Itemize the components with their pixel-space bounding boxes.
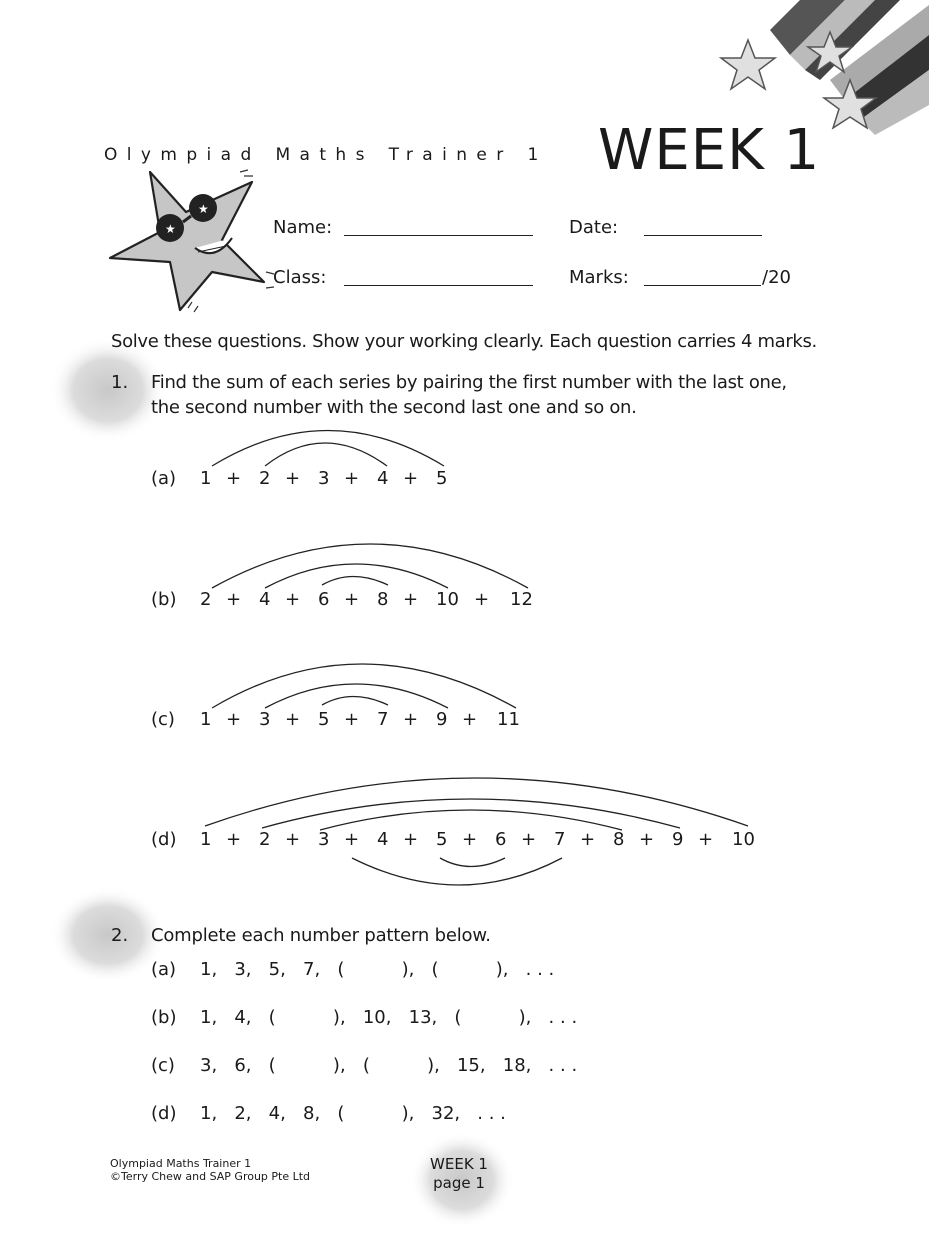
term: 8 — [377, 589, 389, 610]
pairing-arcs — [205, 431, 748, 886]
term: + — [462, 829, 478, 850]
part-label: (b) — [151, 589, 177, 610]
class-field[interactable] — [344, 285, 533, 286]
part-label: (d) — [151, 829, 177, 850]
term: + — [285, 468, 301, 489]
number-pattern: 1, 2, 4, 8, ( ), 32, . . . — [200, 1103, 506, 1124]
part-label: (c) — [151, 709, 175, 730]
term: 10 — [436, 589, 459, 610]
date-field[interactable] — [644, 235, 762, 236]
name-field[interactable] — [344, 235, 533, 236]
number-pattern: 1, 3, 5, 7, ( ), ( ), . . . — [200, 959, 555, 980]
number-pattern: 1, 4, ( ), 10, 13, ( ), . . . — [200, 1007, 578, 1028]
page-indicator — [420, 1155, 498, 1193]
part-label: (a) — [151, 468, 177, 489]
q1-text-line1: Find the sum of each series by pairing the first number with the last one, — [151, 372, 787, 393]
term: 3 — [318, 468, 330, 489]
page-week: WEEK 1 — [430, 1155, 488, 1173]
term: 2 — [259, 829, 271, 850]
svg-text:★: ★ — [198, 202, 209, 216]
q1-text-line2: the second number with the second last one and so on. — [151, 397, 637, 418]
date-label: Date: — [569, 217, 619, 238]
marks-total: /20 — [762, 267, 791, 288]
marks-label: Marks: — [569, 267, 629, 288]
part-label: (d) — [151, 1103, 177, 1124]
term: 5 — [436, 829, 448, 850]
term: 7 — [377, 709, 389, 730]
term: + — [462, 709, 478, 730]
term: + — [285, 589, 301, 610]
term: + — [226, 709, 242, 730]
term: + — [344, 709, 360, 730]
term: 3 — [259, 709, 271, 730]
term: 11 — [497, 709, 520, 730]
part-label: (a) — [151, 959, 177, 980]
series-title: Olympiad Maths Trainer 1 — [104, 145, 548, 165]
term: + — [403, 468, 419, 489]
name-label: Name: — [273, 217, 333, 238]
term: 6 — [318, 589, 330, 610]
term: + — [285, 829, 301, 850]
svg-text:★: ★ — [165, 222, 176, 236]
term: + — [226, 829, 242, 850]
term: + — [639, 829, 655, 850]
term: 7 — [554, 829, 566, 850]
term: 4 — [377, 468, 389, 489]
term: + — [403, 709, 419, 730]
term: 2 — [259, 468, 271, 489]
term: + — [403, 589, 419, 610]
shooting-stars-icon — [721, 0, 929, 135]
instructions: Solve these questions. Show your working clearly. Each question carries 4 marks. — [111, 331, 817, 352]
week-title: WEEK 1 — [598, 118, 821, 183]
term: 8 — [613, 829, 625, 850]
term: 9 — [436, 709, 448, 730]
term: 4 — [377, 829, 389, 850]
term: 5 — [318, 709, 330, 730]
term: + — [344, 829, 360, 850]
footer-copyright: ©Terry Chew and SAP Group Pte Ltd — [110, 1170, 311, 1183]
term: + — [403, 829, 419, 850]
term: 4 — [259, 589, 271, 610]
term: + — [226, 468, 242, 489]
term: 2 — [200, 589, 212, 610]
star-mascot-icon — [110, 170, 274, 312]
term: + — [344, 589, 360, 610]
term: 1 — [200, 468, 212, 489]
term: 1 — [200, 709, 212, 730]
q1-number: 1. — [111, 372, 129, 393]
q2-text: Complete each number pattern below. — [151, 925, 491, 946]
term: + — [344, 468, 360, 489]
term: + — [580, 829, 596, 850]
class-label: Class: — [273, 267, 327, 288]
term: 9 — [672, 829, 684, 850]
q2-number: 2. — [111, 925, 129, 946]
term: + — [521, 829, 537, 850]
number-pattern: 3, 6, ( ), ( ), 15, 18, . . . — [200, 1055, 578, 1076]
term: + — [226, 589, 242, 610]
term: + — [285, 709, 301, 730]
part-label: (b) — [151, 1007, 177, 1028]
term: 3 — [318, 829, 330, 850]
page-number: page 1 — [433, 1174, 485, 1192]
footer-line1: Olympiad Maths Trainer 1 — [110, 1157, 252, 1170]
term: + — [474, 589, 490, 610]
term: 12 — [510, 589, 533, 610]
term: 10 — [732, 829, 755, 850]
term: 1 — [200, 829, 212, 850]
term: 6 — [495, 829, 507, 850]
term: + — [698, 829, 714, 850]
term: 5 — [436, 468, 448, 489]
marks-field[interactable] — [644, 285, 761, 286]
part-label: (c) — [151, 1055, 175, 1076]
